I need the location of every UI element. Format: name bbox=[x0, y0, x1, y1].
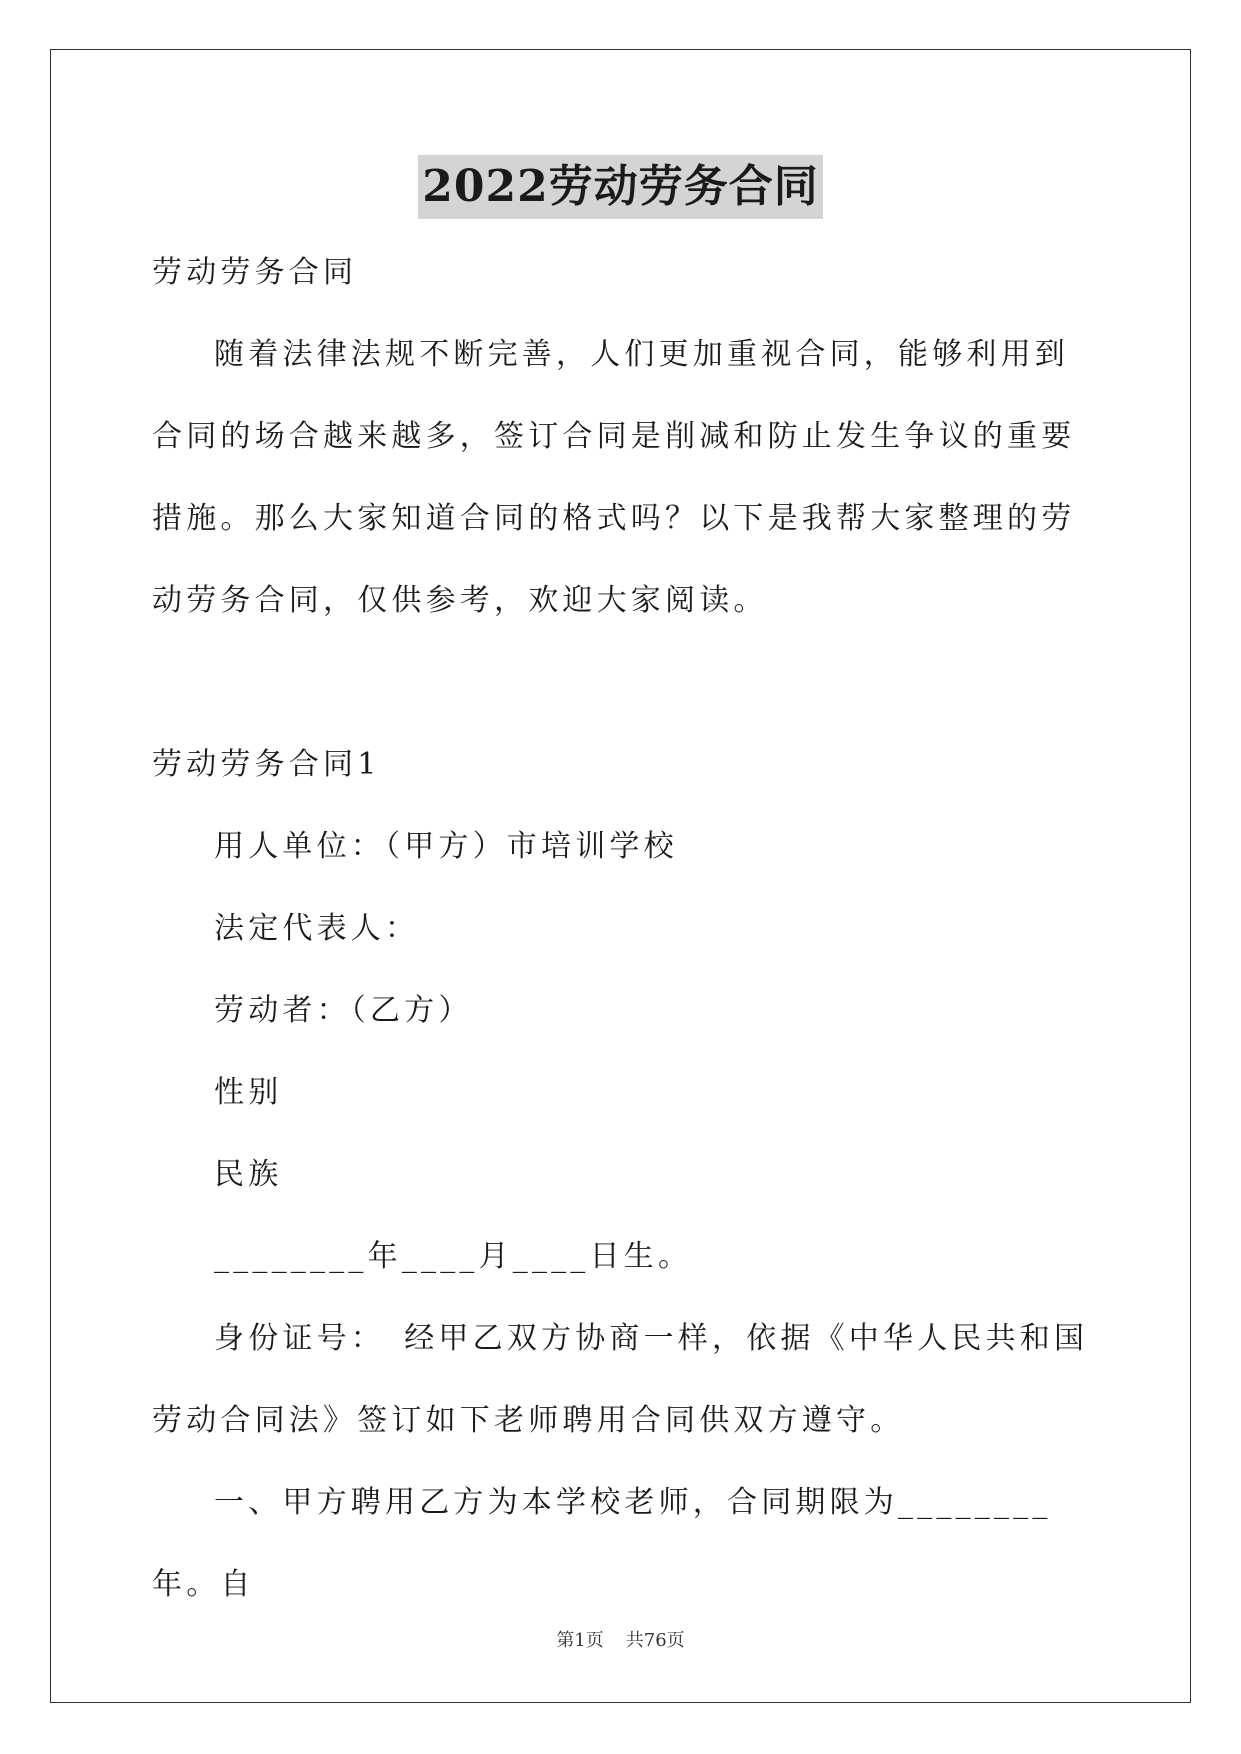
document-title: 2022劳动劳务合同 bbox=[418, 155, 822, 219]
intro-paragraph: 随着法律法规不断完善，人们更加重视合同，能够利用到合同的场合越来越多，签订合同是削减和防止发生争议的重要措施。那么大家知道合同的格式吗？以下是我帮大家整理的劳动劳务合同，仅供参考，欢迎大家阅读。 bbox=[152, 337, 1076, 618]
laborer-line: 劳动者：（乙方） bbox=[214, 993, 473, 1028]
clause-one-paragraph: 一、甲方聘用乙方为本学校老师，合同期限为________年。自 bbox=[152, 1485, 1052, 1602]
birth-line: ________年____月____日生。 bbox=[214, 1239, 693, 1274]
subtitle: 劳动劳务合同 bbox=[152, 255, 358, 290]
section-title: 劳动劳务合同1 bbox=[152, 747, 381, 782]
page-total: 共76页 bbox=[625, 1630, 685, 1651]
legal-rep-line: 法定代表人： bbox=[214, 911, 420, 946]
gender-line: 性别 bbox=[214, 1075, 283, 1110]
ethnicity-line: 民族 bbox=[214, 1157, 283, 1192]
page-footer bbox=[0, 1627, 1241, 1655]
title-container bbox=[0, 155, 1241, 219]
page-number: 第1页 bbox=[556, 1630, 604, 1651]
paragraph-gap bbox=[152, 642, 1090, 724]
id-clause-paragraph: 身份证号： 经甲乙双方协商一样，依据《中华人民共和国劳动合同法》签订如下老师聘用合同供双方遵守。 bbox=[152, 1321, 1089, 1438]
document-body bbox=[152, 232, 1090, 1626]
employer-line: 用人单位：（甲方）市培训学校 bbox=[214, 829, 678, 864]
